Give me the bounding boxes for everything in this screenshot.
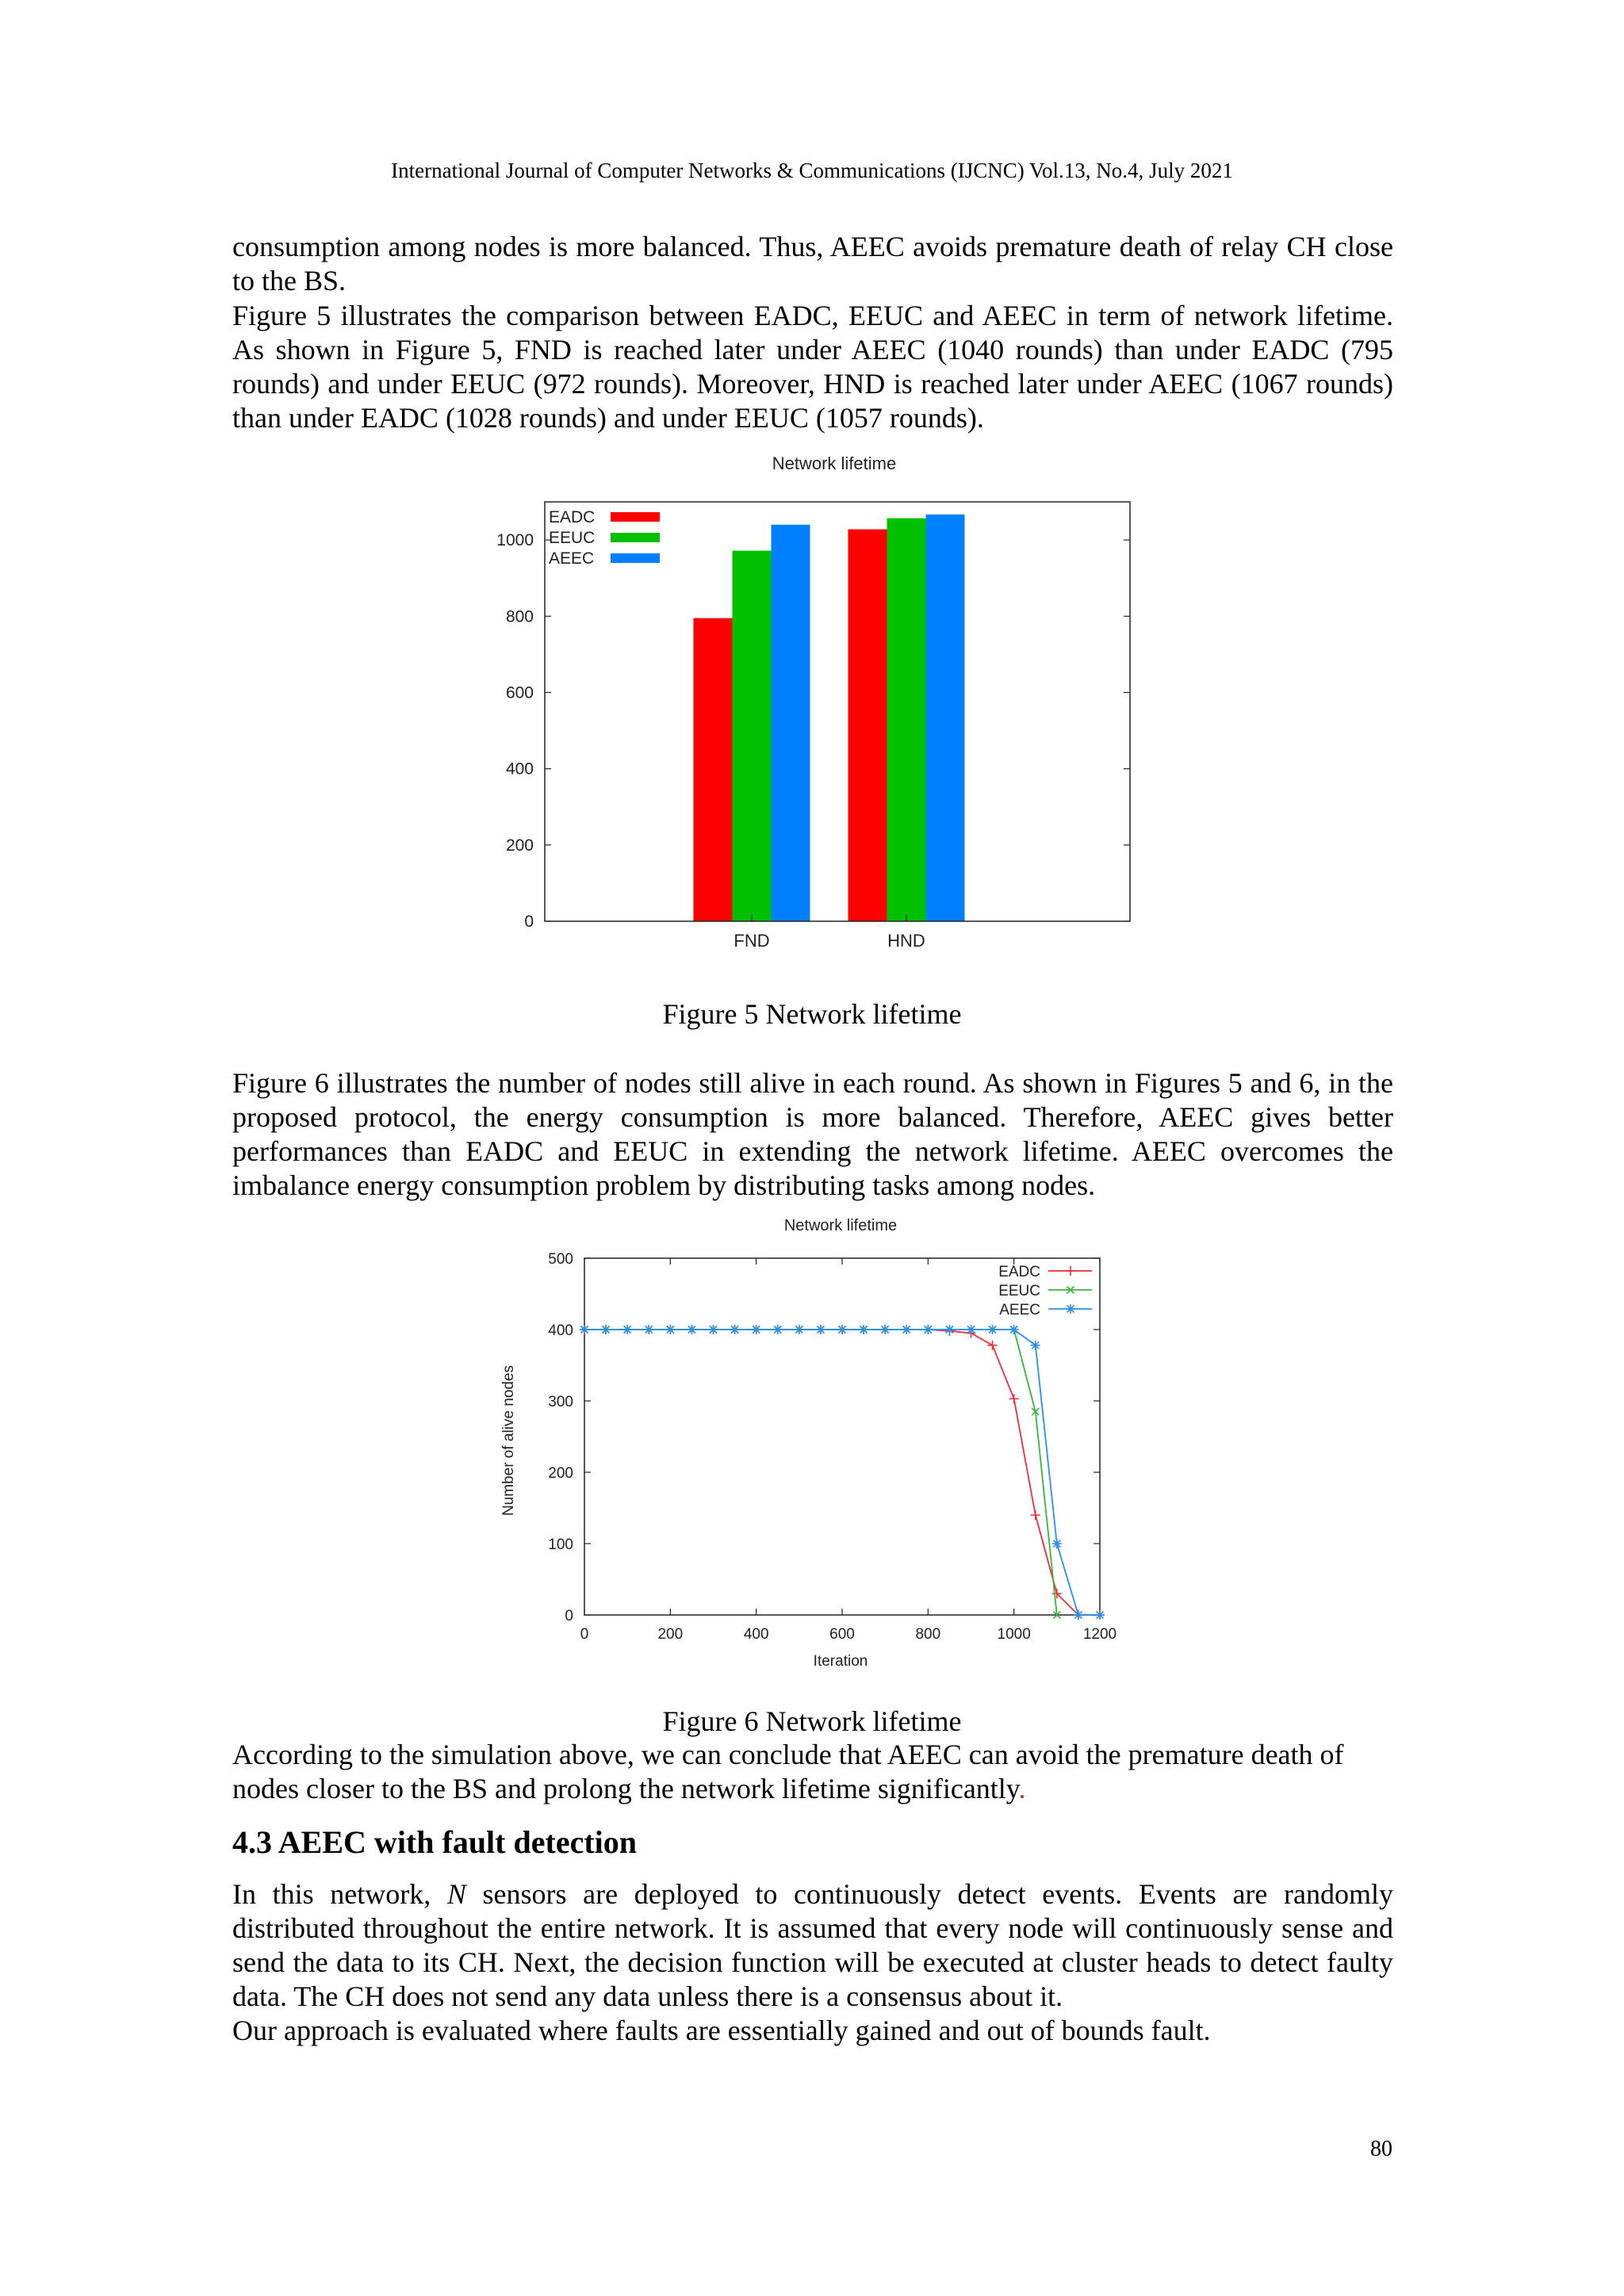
data-point-aeec — [687, 1325, 696, 1334]
figure-5-caption: Figure 5 Network lifetime — [662, 998, 962, 1030]
legend-swatch-aeec — [611, 553, 660, 563]
data-point-aeec — [880, 1325, 890, 1334]
legend-marker-eadc — [1066, 1266, 1075, 1276]
figure-5-bar-chart — [476, 448, 1158, 975]
y-tick-label: 400 — [548, 1322, 573, 1339]
legend-label-eeuc: EEUC — [549, 529, 596, 547]
bar-chart-axes — [496, 502, 1130, 951]
x-tick-label: 400 — [743, 1626, 769, 1643]
paragraph-evaluation: Our approach is evaluated where faults are essentially gained and out of bounds fault. — [232, 2015, 1211, 2046]
line-chart-ylabel: Number of alive nodes — [500, 1364, 517, 1517]
data-point-aeec — [837, 1325, 847, 1334]
data-point-aeec — [816, 1325, 825, 1334]
data-point-aeec — [601, 1325, 611, 1334]
legend-swatch-eeuc — [611, 533, 660, 542]
data-point-aeec — [622, 1325, 632, 1334]
paragraph-figure6-description: Figure 6 illustrates the number of nodes still alive in each round. As shown in Figures 5 and 6, in the proposed protocol, the energy consumption is more balanced. Therefore, AEEC gives better performances than EADC and EEUC in extending the network lifetime. AEEC overcomes the imbalance energy consumption problem by distributing tasks among nodes. — [232, 1067, 1393, 1201]
x-tick-label: 200 — [657, 1626, 684, 1643]
data-point-aeec — [730, 1325, 740, 1334]
line-chart-title: Network lifetime — [783, 1217, 898, 1234]
figure-6-line-chart — [476, 1209, 1158, 1685]
section-heading: 4.3 AEEC with fault detection — [232, 1824, 637, 1860]
data-point-aeec — [1052, 1539, 1062, 1548]
data-point-eadc — [988, 1341, 998, 1350]
data-point-aeec — [923, 1325, 933, 1334]
data-point-eadc — [1009, 1394, 1019, 1403]
conclusion-text: According to the simulation above, we can conclude that AEEC can avoid the premature death of nodes closer to the BS and prolong the network lifetime significantly — [232, 1739, 1344, 1804]
legend-marker-aeec — [1066, 1304, 1075, 1314]
y-tick-label: 600 — [505, 683, 534, 702]
bar-eeuc-fnd — [733, 551, 772, 921]
y-tick-label: 0 — [565, 1608, 573, 1624]
series-line-eadc — [584, 1330, 1100, 1615]
fault-detection-text-rest: sensors are deployed to continuously detect events. Events are randomly distributed throughout the entire network. It is assumed that every node will continuously sense and send the data to its CH. Next, the decision function will be executed at cluster heads to detect faulty data. The CH does not send any data unless there is a consensus about it. — [232, 1878, 1394, 2012]
page-number: 80 — [1370, 2137, 1392, 2161]
y-tick-label: 1000 — [496, 531, 534, 550]
figure-6-caption: Figure 6 Network lifetime — [662, 1705, 962, 1737]
y-tick-label: 0 — [524, 913, 534, 931]
x-tick-label: FND — [733, 931, 770, 951]
fault-detection-text-start: In this network, — [232, 1878, 447, 1910]
data-point-aeec — [967, 1325, 976, 1334]
data-point-aeec — [773, 1325, 783, 1334]
running-header: International Journal of Computer Networks & Communications (IJCNC) Vol.13, No.4, July 2021 — [391, 159, 1233, 182]
data-point-aeec — [988, 1325, 998, 1334]
paragraph-fault-detection — [232, 1877, 1393, 2014]
bar-chart-legend — [549, 508, 660, 568]
line-chart-legend — [998, 1264, 1092, 1318]
data-point-eadc — [1031, 1510, 1040, 1520]
legend-label-eeuc: EEUC — [998, 1283, 1040, 1299]
conclusion-period: . — [1018, 1773, 1026, 1804]
data-point-aeec — [1009, 1325, 1019, 1334]
data-point-aeec — [580, 1325, 589, 1334]
data-point-aeec — [859, 1325, 868, 1334]
data-point-aeec — [902, 1325, 911, 1334]
x-tick-label: 600 — [829, 1626, 855, 1643]
bar-eeuc-hnd — [887, 519, 926, 921]
x-tick-label: HND — [887, 931, 925, 951]
y-tick-label: 800 — [505, 607, 534, 626]
y-tick-label: 200 — [548, 1465, 573, 1482]
paragraph-continuation: consumption among nodes is more balanced. Thus, AEEC avoids premature death of relay CH close to the BS. — [232, 231, 1393, 297]
data-point-aeec — [944, 1325, 954, 1334]
series-line-eeuc — [584, 1330, 1057, 1615]
line-chart-xlabel: Iteration — [813, 1653, 868, 1670]
data-point-aeec — [1095, 1610, 1105, 1620]
y-tick-label: 400 — [505, 760, 534, 779]
data-point-aeec — [795, 1325, 804, 1334]
legend-label-aeec: AEEC — [999, 1302, 1040, 1318]
x-tick-label: 1000 — [997, 1626, 1031, 1643]
x-tick-label: 800 — [915, 1626, 941, 1643]
plot-frame — [545, 502, 1130, 921]
x-tick-label: 0 — [580, 1626, 589, 1643]
paragraph-conclusion — [232, 1738, 1393, 1806]
line-chart-series — [580, 1325, 1105, 1620]
data-point-aeec — [665, 1325, 675, 1334]
data-point-aeec — [1074, 1610, 1083, 1620]
y-tick-label: 200 — [505, 836, 534, 855]
data-point-aeec — [1031, 1341, 1040, 1350]
x-tick-label: 1200 — [1082, 1626, 1117, 1643]
paragraph-figure5-description: Figure 5 illustrates the comparison between EADC, EEUC and AEEC in term of network lifetime. As shown in Figure 5, FND is reached later under AEEC (1040 rounds) than under EADC (795 rounds) and under EEUC (972 rounds). Moreover, HND is reached later under AEEC (1067 rounds) than under EADC (1028 rounds) and under EEUC (1057 rounds). — [232, 300, 1393, 434]
bar-aeec-hnd — [926, 515, 965, 921]
legend-label-aeec: AEEC — [549, 549, 595, 568]
bar-aeec-fnd — [772, 525, 810, 921]
data-point-aeec — [709, 1325, 718, 1334]
y-tick-label: 100 — [548, 1536, 573, 1553]
legend-label-eadc: EADC — [549, 508, 596, 526]
data-point-aeec — [752, 1325, 761, 1334]
fault-detection-symbol-n: N — [446, 1878, 466, 1910]
bar-chart-title: Network lifetime — [772, 453, 897, 473]
y-tick-label: 500 — [548, 1251, 573, 1268]
series-line-aeec — [584, 1330, 1100, 1615]
bar-chart-bars — [694, 515, 965, 921]
legend-label-eadc: EADC — [998, 1264, 1040, 1280]
bar-eadc-hnd — [848, 530, 887, 921]
legend-swatch-eadc — [611, 512, 660, 522]
bar-eadc-fnd — [694, 618, 733, 921]
y-tick-label: 300 — [548, 1394, 573, 1410]
data-point-aeec — [644, 1325, 653, 1334]
